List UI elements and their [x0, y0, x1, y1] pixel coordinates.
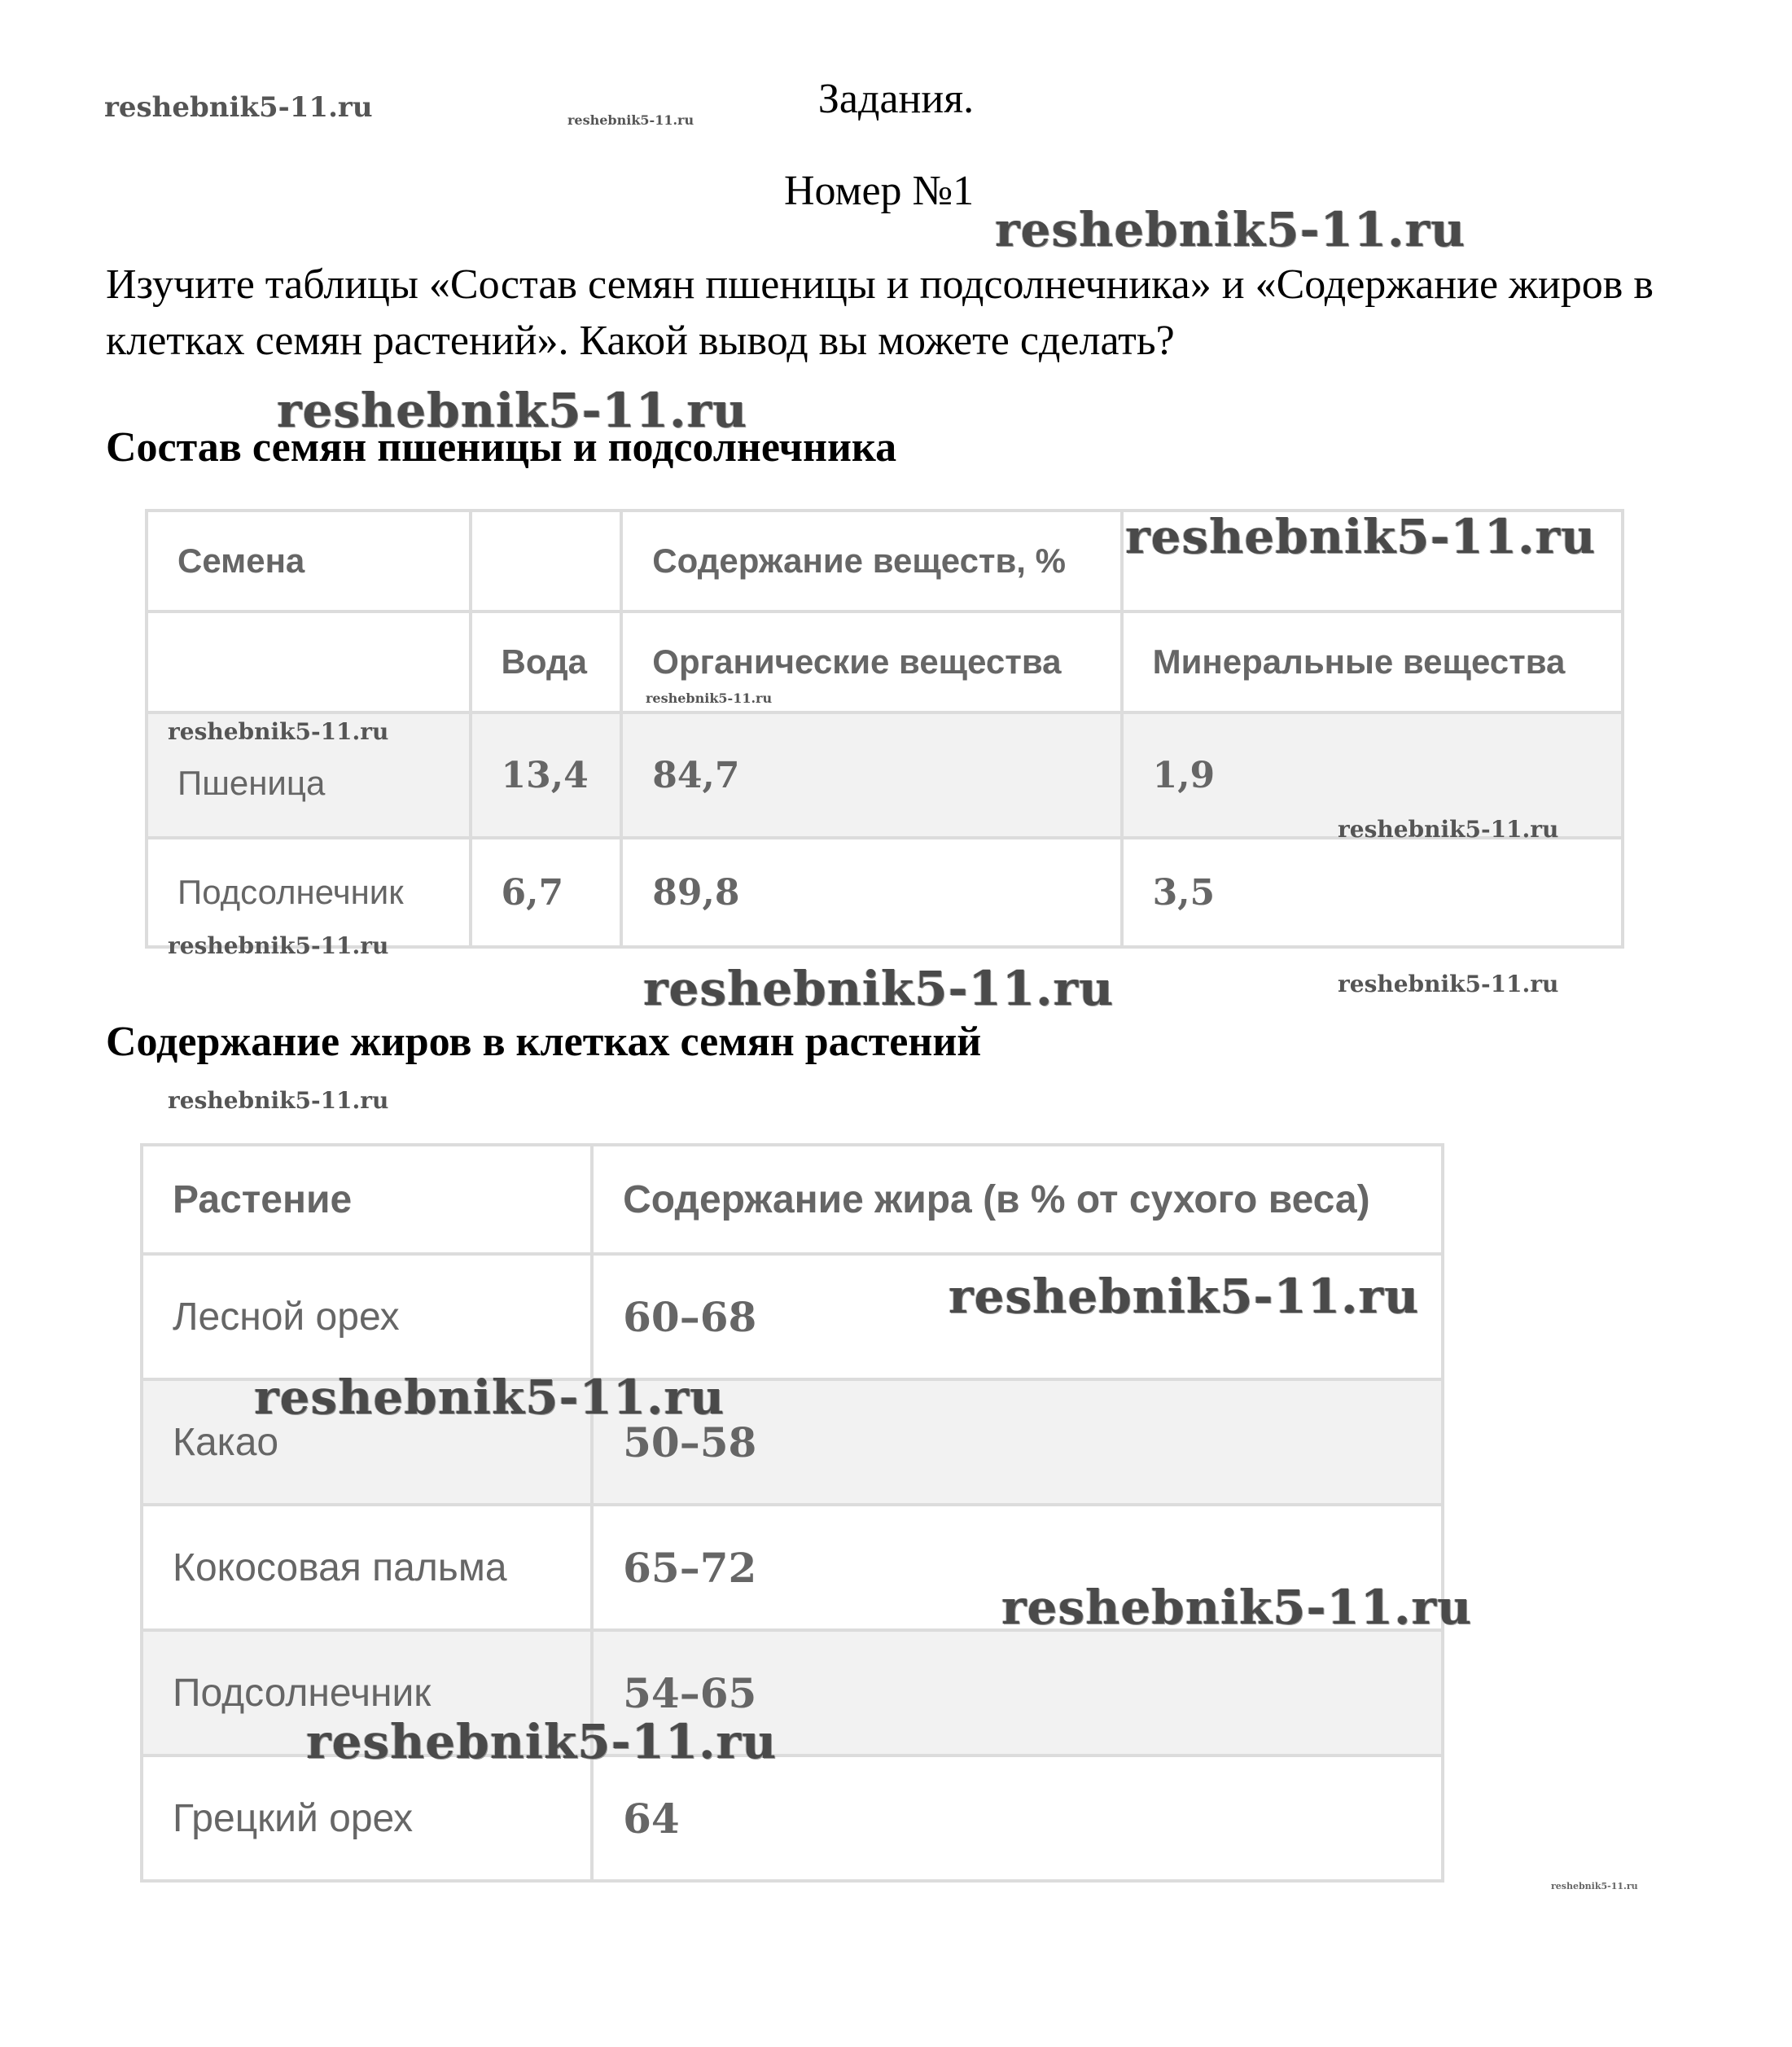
header-cell-water: Вода	[471, 611, 622, 712]
cell-plant: Кокосовая пальма	[142, 1505, 592, 1630]
cell-seed: Пшеница	[147, 712, 471, 838]
watermark: reshebnik5-11.ru	[1338, 816, 1559, 843]
task-number: Номер №1	[784, 168, 975, 214]
watermark: reshebnik5-11.ru	[949, 1269, 1420, 1324]
header-cell-mineral: Минеральные вещества	[1122, 611, 1623, 712]
watermark: reshebnik5-11.ru	[306, 1714, 778, 1769]
header-cell-plant: Растение	[142, 1145, 592, 1254]
cell-fat: 64	[592, 1756, 1443, 1881]
fat-content-table	[140, 1143, 1444, 1883]
table-row	[147, 838, 1623, 947]
cell-plant: Лесной орех	[142, 1254, 592, 1379]
header-cell-empty	[471, 511, 622, 611]
cell-water: 13,4	[471, 712, 622, 838]
cell-seed: Подсолнечник	[147, 838, 471, 947]
cell-fat: 54–65	[592, 1630, 1443, 1756]
watermark: reshebnik5-11.ru	[1551, 1881, 1638, 1891]
watermark: reshebnik5-11.ru	[1338, 971, 1559, 997]
watermark: reshebnik5-11.ru	[1001, 1580, 1473, 1635]
table-row	[142, 1756, 1443, 1881]
cell-plant: Подсолнечник	[142, 1630, 592, 1756]
watermark: reshebnik5-11.ru	[168, 718, 389, 745]
watermark: reshebnik5-11.ru	[646, 690, 773, 706]
watermark: reshebnik5-11.ru	[254, 1370, 725, 1425]
cell-organic: 84,7	[621, 712, 1121, 838]
header-cell-seeds: Семена	[147, 511, 471, 611]
cell-water: 6,7	[471, 838, 622, 947]
watermark: reshebnik5-11.ru	[168, 1087, 389, 1114]
task-text: Изучите таблицы «Состав семян пшеницы и подсолнечника» и «Содержание жиров в клетках семян растений». Какой вывод вы можете сделать?	[106, 261, 1654, 364]
cell-fat: 60–68	[592, 1254, 1443, 1379]
watermark: reshebnik5-11.ru	[995, 202, 1466, 257]
watermark: reshebnik5-11.ru	[168, 932, 389, 959]
header-cell-fat: Содержание жира (в % от сухого веса)	[592, 1145, 1443, 1254]
cell-fat: 50–58	[592, 1379, 1443, 1505]
table1-title: Состав семян пшеницы и подсолнечника	[106, 424, 897, 471]
header-cell-empty	[147, 611, 471, 712]
header-cell-organic: Органические вещества	[621, 611, 1121, 712]
header-cell-content: Содержание веществ, %	[621, 511, 1121, 611]
cell-organic: 89,8	[621, 838, 1121, 947]
watermark: reshebnik5-11.ru	[277, 383, 748, 438]
cell-mineral: 3,5	[1122, 838, 1623, 947]
watermark: reshebnik5-11.ru	[567, 112, 694, 128]
cell-fat: 65–72	[592, 1505, 1443, 1630]
watermark: reshebnik5-11.ru	[643, 961, 1115, 1016]
watermark: reshebnik5-11.ru	[104, 91, 373, 124]
cell-plant: Грецкий орех	[142, 1756, 592, 1881]
cell-mineral: 1,9	[1122, 712, 1623, 838]
watermark: reshebnik5-11.ru	[1125, 509, 1597, 564]
page-heading: Задания.	[817, 76, 975, 122]
cell-plant: Какао	[142, 1379, 592, 1505]
table2-title: Содержание жиров в клетках семян растений	[106, 1019, 982, 1065]
